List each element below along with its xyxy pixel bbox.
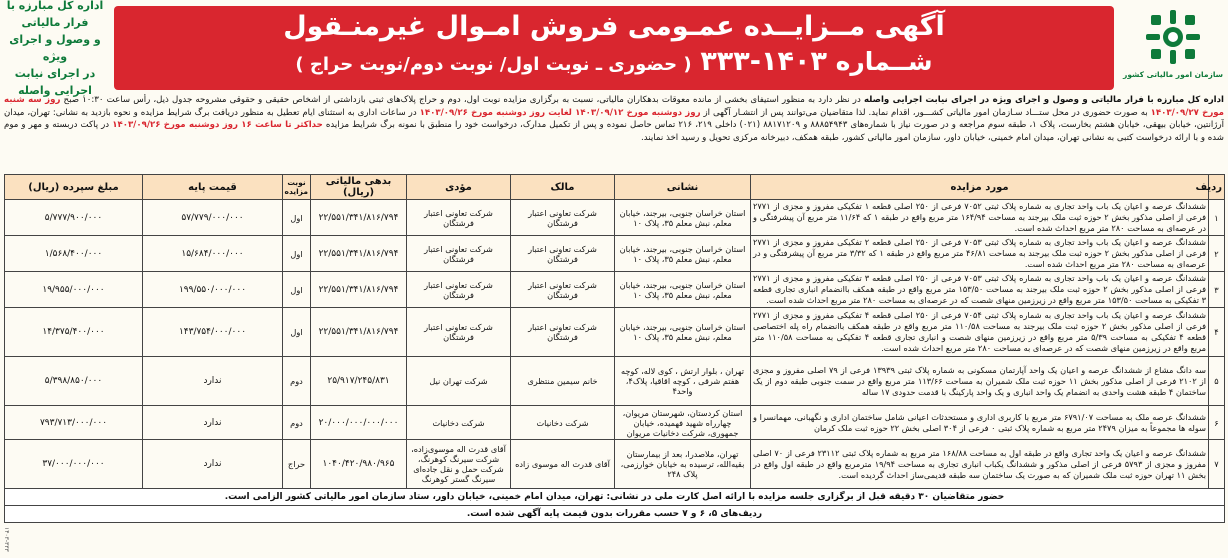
issuer-box <box>2 0 108 97</box>
item-tax-debt: ۲۰/۰۰۰/۰۰۰/۰۰۰/۰۰۰ <box>311 406 407 440</box>
row-number: ۶ <box>1209 406 1225 440</box>
item-description: ششدانگ عرصه و اعیان یک باب واحد تجاری به شماره پلاک ثبتی ۷۰۵۳ فرعی از ۲۵۰ اصلی قطعه ۲ تفکیکی مفروز و مجزی از ۲۷۷۱ فرعی از اصلی مذکور بخش ۲ حوزه ثبت ملک بیرجند به مساحت ۴۶/۸۱ متر مربع واقع در طبقه ۱ که ۳/۳۲ متر مربع آن پیشرفتگی و در عرصه‌ای به مساحت ۲۸۰ متر مربع احداث شده است. <box>751 236 1209 272</box>
footer-note-base-price: ردیف‌های ۵، ۶ و ۷ حسب مقررات بدون قیمت پایه آگهی شده است. <box>5 506 1225 523</box>
table-row <box>5 440 1225 489</box>
item-deposit: ۷۹۳/۷۱۳/۰۰۰/۰۰۰ <box>5 406 143 440</box>
intro-paragraph <box>4 94 1224 174</box>
table-row <box>5 200 1225 236</box>
item-description: ششدانگ عرصه ملک به مساحت ۶۷۹۱/۰۷ متر مربع با کاربری اداری و مستحدثات اعیانی شامل ساختمان اداری و نگهبانی، مهمانسرا و سوله ها مجموعاً به میزان ۲۴۷۹ متر مربع به شماره پلاک ثبتی ۰ فرعی از ۳۰۴ اصلی بخش ۲۲ حوزه ثبت ملک کرمان <box>751 406 1209 440</box>
col-header: نوبت مزایده <box>283 175 311 200</box>
col-header: قیمت پایه <box>143 175 283 200</box>
row-number: ۴ <box>1209 308 1225 357</box>
item-round: اول <box>283 236 311 272</box>
item-taxpayer: شرکت تعاونی اعتبار فرشتگان <box>407 200 511 236</box>
item-address: تهران ، بلوار ارتش ، کوی لاله، کوچه هفتم شرقی ، کوچه اقاقیا، پلاک۴، واحد۴ <box>615 357 751 406</box>
footer-row <box>5 506 1225 523</box>
table-row <box>5 272 1225 308</box>
issuer-line: اداره کل مبارزه با فرار مالیاتی <box>6 0 104 29</box>
item-address: استان خراسان جنوبی، بیرجند، خیابان معلم، نبش معلم ۳۵، پلاک ۱۰ <box>615 200 751 236</box>
item-deposit: ۳۷/۰۰۰/۰۰۰/۰۰۰ <box>5 440 143 489</box>
table-row <box>5 406 1225 440</box>
item-round: اول <box>283 200 311 236</box>
row-number: ۱ <box>1209 200 1225 236</box>
item-round: اول <box>283 272 311 308</box>
item-tax-debt: ۲۲/۵۵۱/۳۴۱/۸۱۶/۷۹۴ <box>311 236 407 272</box>
item-tax-debt: ۲۵/۹۱۷/۲۴۵/۸۳۱ <box>311 357 407 406</box>
table-header-row <box>5 175 1225 200</box>
table-row <box>5 308 1225 357</box>
table-row <box>5 357 1225 406</box>
row-number: ۷ <box>1209 440 1225 489</box>
title-prefix: شــماره <box>826 47 933 76</box>
auction-notice <box>2 2 1226 556</box>
row-number: ۳ <box>1209 272 1225 308</box>
row-number: ۵ <box>1209 357 1225 406</box>
item-description: ششدانگ عرصه و اعیان یک باب واحد تجاری به شماره پلاک ثبتی ۷۰۵۳ فرعی از ۲۵۰ اصلی قطعه ۳ تفکیکی مفروز و مجزی از ۲۷۷۱ فرعی از اصلی مذکور بخش ۲ حوزه ثبت ملک بیرجند به مساحت ۱۵۳/۵۰ متر مربع واقع در طبقه همکف باانضمام انباری تجاری قطعه ۳ تفکیکی به مساحت ۱۵۳/۵۰ متر مربع واقع در زیرزمین منهای شصت که در عرصه‌ای به مساحت ۲۸۰ متر مربع احداث شده است. <box>751 272 1209 308</box>
title-line-1: آگهی مــزایــده عمـومی فروش امـوال غیرمنـقول <box>283 11 945 42</box>
item-taxpayer: شرکت دخانیات <box>407 406 511 440</box>
item-owner: شرکت دخانیات <box>511 406 615 440</box>
item-base-price: ندارد <box>143 440 283 489</box>
item-taxpayer: شرکت تعاونی اعتبار فرشتگان <box>407 308 511 357</box>
notice-number: ۱۴۰۳-۳۳۳ <box>700 46 827 77</box>
item-description: ششدانگ عرصه و اعیان یک واحد تجاری واقع در طبقه اول به مساحت ۱۶۸/۸۸ متر مربع به شماره پلاک ثبتی ۲۳۱۱۲ فرعی از ۷۰ اصلی مفروز و مجزی از ۵۷۹۳ فرعی از اصلی مذکور و ششدانگ یکباب انباری تجاری به مساحت ۱۹/۹۴ مترمربع واقع در طبقه اول واقع در بخش ۱۱ تهران حوزه ثبت ملک شمیران که به صورت یک ساختمان سه طبقه قدیمی‌ساز احداث گردیده است. <box>751 440 1209 489</box>
item-address: استان خراسان جنوبی، بیرجند، خیابان معلم، نبش معلم ۳۵، پلاک ۱۰ <box>615 236 751 272</box>
col-header: نشانی <box>615 175 751 200</box>
title-suffix: ( حضوری ـ نوبت اول/ نوبت دوم/نوبت حراج ) <box>295 54 692 75</box>
item-description: ششدانگ عرصه و اعیان یک باب واحد تجاری به شماره پلاک ثبتی ۷۰۵۴ فرعی از ۲۵۰ اصلی قطعه ۴ تفکیکی مفروز و مجزی از ۲۷۷۱ فرعی از اصلی مذکور بخش ۲ حوزه ثبت ملک بیرجند به مساحت ۱۱۰/۵۸ متر مربع واقع در طبقه همکف باانضمام راه پله اختصاصی قطعه ۴ تفکیکی به مساحت ۵/۳۹ متر مربع واقع در زیرزمین منهای شصت و انباری تجاری قطعه ۴ تفکیکی به مساحت ۱۱۰/۵۸ متر مربع واقع در زیرزمین منهای شصت که در عرصه‌ای به مساحت ۲۸۰ متر مربع احداث شده است. <box>751 308 1209 357</box>
item-base-price: ۵۷/۷۷۹/۰۰۰/۰۰۰ <box>143 200 283 236</box>
org-name: سازمان امور مالیاتی کشور <box>1123 70 1224 79</box>
item-deposit: ۱/۵۶۸/۴۰۰/۰۰۰ <box>5 236 143 272</box>
intro-text: در نظر دارد به منظور استیفای بخشی از مانده معوقات بدهکاران مالیاتی، نسبت به برگزاری مزایده نوبت اول، دوم و حراج پلاک‌های ثبتی بازداشتی از اشخاص حقیقی و حقوقی مشروحه جدول ذیل، رأس ساعت ۱۰:۳۰ صبح <box>60 95 864 105</box>
deadline: حداکثر تا ساعت ۱۶ روز دوشنبه مورخ ۱۴۰۳/۰۹/۲۶ <box>112 120 323 131</box>
item-owner: شرکت تعاونی اعتبار فرشتگان <box>511 200 615 236</box>
item-description: ششدانگ عرصه و اعیان یک باب واحد تجاری به شماره پلاک ثبتی ۷۰۵۲ فرعی از ۲۵۰ اصلی قطعه ۱ تفکیکی مفروز و مجزی از ۲۷۷۱ فرعی از اصلی مذکور بخش ۲ حوزه ثبت ملک بیرجند به مساحت ۱۶۴/۹۴ متر مربع واقع در طبقه ۱ که ۱۱/۶۴ متر مربع آن پیشرفتگی و در عرصه‌ای به مساحت ۲۸۰ متر مربع احداث شده است. <box>751 200 1209 236</box>
col-header: مورد مزایده <box>751 175 1209 200</box>
item-base-price: ۱۴۳/۷۵۴/۰۰۰/۰۰۰ <box>143 308 283 357</box>
item-round: دوم <box>283 406 311 440</box>
col-header: ردیف <box>1209 175 1225 200</box>
item-base-price: ۱۹۹/۵۵۰/۰۰۰/۰۰۰ <box>143 272 283 308</box>
col-header: مؤدی <box>407 175 511 200</box>
item-round: حراج <box>283 440 311 489</box>
tax-org-logo <box>1120 6 1226 90</box>
item-tax-debt: ۲۲/۵۵۱/۳۴۱/۸۱۶/۷۹۴ <box>311 272 407 308</box>
item-base-price: ندارد <box>143 357 283 406</box>
item-round: دوم <box>283 357 311 406</box>
item-tax-debt: ۲۲/۵۵۱/۳۴۱/۸۱۶/۷۹۴ <box>311 200 407 236</box>
item-round: اول <box>283 308 311 357</box>
item-taxpayer: آقای قدرت اله موسوی‌زاده، شرکت سیرنگ کوهرنگ، شرکت حمل و نقل جاده‌ای سیرنگ گستر کوهرنگ <box>407 440 511 489</box>
col-header: بدهی مالیاتی (ریال) <box>311 175 407 200</box>
item-deposit: ۵/۷۷۷/۹۰۰/۰۰۰ <box>5 200 143 236</box>
item-address: تهران، ملاصدرا، بعد از بیمارستان بقیه‌الله، ترسیده به خیابان خوارزمی، پلاک ۲۴۸ <box>615 440 751 489</box>
item-address: استان خراسان جنوبی، بیرجند، خیابان معلم، نبش معلم ۳۵، پلاک ۱۰ <box>615 308 751 357</box>
item-owner: شرکت تعاونی اعتبار فرشتگان <box>511 272 615 308</box>
document-period: روز دوشنبه مورخ ۱۴۰۳/۰۹/۱۲ لغایت روز دوشنبه مورخ ۱۴۰۳/۰۹/۲۶ <box>419 107 701 118</box>
item-deposit: ۱۴/۳۷۵/۴۰۰/۰۰۰ <box>5 308 143 357</box>
item-tax-debt: ۱۰۴۰/۴۲۰/۹۸۰/۹۶۵ <box>311 440 407 489</box>
col-header: مبلغ سپرده (ریال) <box>5 175 143 200</box>
item-owner: شرکت تعاونی اعتبار فرشتگان <box>511 308 615 357</box>
item-address: استان کردستان، شهرستان مریوان، چهارراه شهید فهمیده، خیابان جمهوری، شرکت دخانیات مریوان <box>615 406 751 440</box>
item-address: استان خراسان جنوبی، بیرجند، خیابان معلم، نبش معلم ۳۵، پلاک ۱۰ <box>615 272 751 308</box>
side-code: ۱۴۰۳-۳۳۳ <box>3 527 10 552</box>
tax-emblem-icon <box>1142 6 1204 68</box>
item-deposit: ۵/۳۹۸/۸۵۰/۰۰۰ <box>5 357 143 406</box>
item-taxpayer: شرکت تهران نیل <box>407 357 511 406</box>
row-number: ۲ <box>1209 236 1225 272</box>
auction-table <box>4 174 1225 523</box>
title-banner <box>114 6 1114 90</box>
title-line-2 <box>114 44 1114 83</box>
item-base-price: ۱۵/۶۸۴/۰۰۰/۰۰۰ <box>143 236 283 272</box>
item-description: سه دانگ مشاع از ششدانگ عرصه و اعیان یک واحد آپارتمان مسکونی به شماره پلاک ثبتی ۱۳۹۳۹ فرعی از ۷۹ اصلی مفروز و مجزی از ۲۱۰۲ فرعی از اصلی مذکور بخش ۱۱ حوزه ثبت ملک شمیران به مساحت ۱۱۳/۶۶ متر مربع واقع در سمت جنوبی طبقه دوم از یک ساختمان ۴ طبقه هشت واحدی به انضمام یک واحد انباری و یک واحد پارکینگ با قدمت حدودی ۱۷ ساله <box>751 357 1209 406</box>
intro-text: در ساعات اداری به استثنای ایام تعطیل به منظور دریافت برگ شرایط مزایده و نحوه بازدید به نشانی: تهران، میدان آرژانتین، خیابان بیهقی، خیابان هشتم بخارست، پلاک ۱، طبقه سوم مراجعه و در صورت نیاز با شماره‌های ۸۸۸۵۴۹۴۳ و ۸۸۱۷۱۲۰۹ (۰۲۱) داخلی ۲۱۹، ۲۱۶ تماس حاصل نموده و پس از تکمیل مدارک، درخواست خود را منطبق با نمونه برگ شرایط مزایده <box>4 107 1224 131</box>
col-header: مالک <box>511 175 615 200</box>
item-owner: خانم سیمین منتظری <box>511 357 615 406</box>
item-taxpayer: شرکت تعاونی اعتبار فرشتگان <box>407 236 511 272</box>
item-owner: شرکت تعاونی اعتبار فرشتگان <box>511 236 615 272</box>
footer-note-attendance: حضور متقاضیان ۳۰ دقیقه قبل از برگزاری جلسه مزایده با ارائه اصل کارت ملی در نشانی: تهران، میدان امام خمینی، خیابان داور، ستاد سازمان امور مالیاتی کشور الزامی است. <box>5 489 1225 506</box>
item-taxpayer: شرکت تعاونی اعتبار فرشتگان <box>407 272 511 308</box>
auction-date: روز سه شنبه مورخ ۱۴۰۳/۰۹/۲۷ <box>4 95 1224 118</box>
intro-text: در پاکت دربسته و مهر و موم شده و با ارائه درخواست کتبی به نشانی تهران، میدان امام خمینی، خیابان داور، سازمان امور مالیاتی کشور، طبقه همکف، دبیرخانه مرکزی تحویل و رسید اخذ نمایند. <box>4 120 1224 143</box>
footer-row <box>5 489 1225 506</box>
issuer-line: و وصول و اجرای ویژه <box>9 33 101 63</box>
item-base-price: ندارد <box>143 406 283 440</box>
item-tax-debt: ۲۲/۵۵۱/۳۴۱/۸۱۶/۷۹۴ <box>311 308 407 357</box>
issuer-line: در اجرای نیابت اجرایی واصله <box>14 67 96 97</box>
item-owner: آقای قدرت اله موسوی زاده <box>511 440 615 489</box>
intro-text: به صورت حضوری در محل ستـــاد سـازمان امور مالیاتی کشـــور، اقدام نماید. لذا متقاضیان می‌توانند پس از انتشـار آگهی از <box>700 107 1151 118</box>
header <box>2 0 1226 97</box>
item-deposit: ۱۹/۹۵۵/۰۰۰/۰۰۰ <box>5 272 143 308</box>
intro-issuer: اداره کل مبارزه با فرار مالیاتی و وصول و اجرای ویژه در اجرای نیابت اجرایی واصله <box>863 95 1224 105</box>
table-row <box>5 236 1225 272</box>
